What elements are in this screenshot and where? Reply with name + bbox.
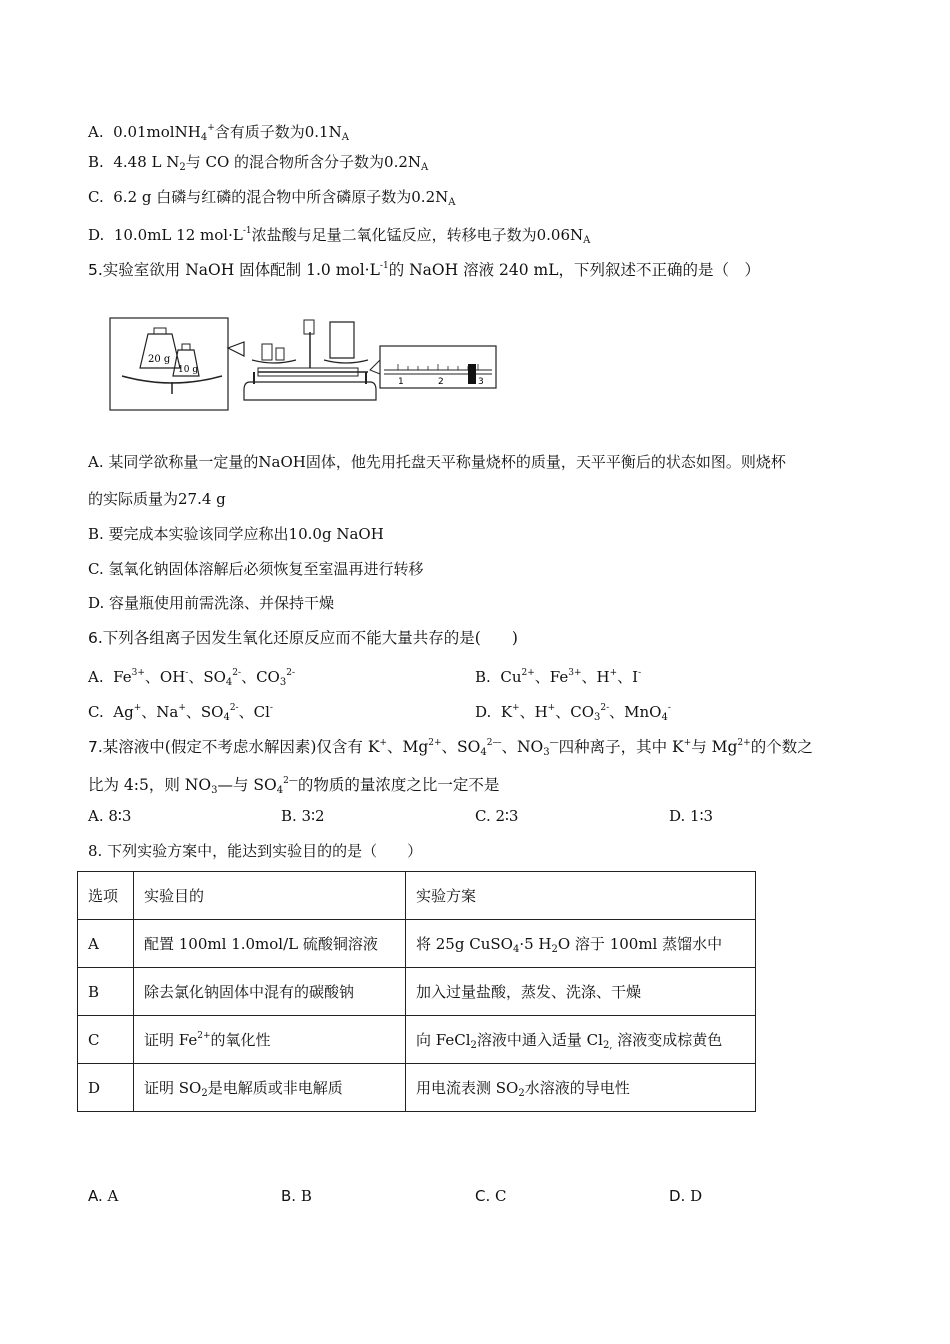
table-row: B 除去氯化钠固体中混有的碳酸钠 加入过量盐酸，蒸发、洗涤、干燥 bbox=[78, 968, 756, 1016]
balance-base bbox=[244, 382, 376, 400]
q8-answer-a: A. A bbox=[88, 1187, 119, 1205]
q7-option-c: C. 2∶3 bbox=[475, 807, 519, 825]
q6-option-a: A. $Fe^{3+}$、OH-、$SO_4^{2-}$、$CO_3^{2-}$ bbox=[88, 668, 296, 688]
q8-answer-d: D. D bbox=[669, 1187, 703, 1205]
q8-answer-b: B. B bbox=[281, 1187, 312, 1205]
q7-option-a: A. 8∶3 bbox=[88, 807, 132, 825]
table-row: D 证明 $SO_2$是电解质或非电解质 用电流表测 $SO_2$水溶液的导电性 bbox=[78, 1064, 756, 1112]
beaker-icon bbox=[330, 322, 354, 358]
q4-option-a: A. 0.01molNH$_4$+含有质子数为$0.1N_A$ bbox=[88, 123, 349, 143]
q7-stem-line1: 7.某溶液中(假定不考虑水解因素)仅含有 K+、$Mg^{2+}$、$SO_4^{2—}$、$NO_3^—$四种离子，其中 K+与 $Mg^{2+}$的个数之 bbox=[88, 738, 813, 758]
svg-text:1: 1 bbox=[398, 377, 404, 387]
header-plan: 实验方案 bbox=[406, 872, 756, 920]
weight-20g-label: 20 g bbox=[148, 354, 171, 365]
svg-text:3: 3 bbox=[478, 377, 484, 387]
table-row: C 证明 $Fe^{2+}$的氧化性 向 FeCl$_2$溶液中通入适量 $Cl_{2,}$ 溶液变成棕黄色 bbox=[78, 1016, 756, 1064]
rider-marker bbox=[468, 364, 476, 384]
q4-option-b: B. 4.48 L $N_2$与 CO 的混合物所含分子数为$0.2N_A$ bbox=[88, 153, 429, 173]
svg-text:2: 2 bbox=[438, 377, 444, 387]
svg-text:10 g: 10 g bbox=[178, 365, 199, 375]
q7-option-b: B. 3∶2 bbox=[281, 807, 325, 825]
q4-option-c: C. 6.2 g 白磷与红磷的混合物中所含磷原子数为$0.2N_A$ bbox=[88, 188, 456, 208]
q8-stem: 8. 下列实验方案中，能达到实验目的的是（ ） bbox=[88, 842, 423, 860]
q5-option-a-line1: A. 某同学欲称量一定量的NaOH固体，他先用托盘天平称量烧杯的质量，天平平衡后的状态如图。则烧杯 bbox=[88, 453, 786, 471]
table-row: A 配置 100ml 1.0mol/L 硫酸铜溶液 将 25g CuSO$_4$·5 $H_2O$ 溶于 100ml 蒸馏水中 bbox=[78, 920, 756, 968]
balance-pan bbox=[122, 376, 222, 383]
q6-option-b: B. $Cu^{2+}$、$Fe^{3+}$、H+、I- bbox=[475, 668, 642, 686]
header-aim: 实验目的 bbox=[134, 872, 406, 920]
header-option: 选项 bbox=[78, 872, 134, 920]
balance-figure bbox=[108, 312, 500, 412]
q7-option-d: D. 1∶3 bbox=[669, 807, 714, 825]
q5-stem: 5.实验室欲用 NaOH 固体配制 1.0 $mol\cdot L^{-1}$的 NaOH 溶液 240 mL，下列叙述不正确的是（ ） bbox=[88, 261, 760, 279]
q4-option-d: D. 10.0mL 12 $mol\cdot L^{-1}$浓盐酸与足量二氧化锰反应，转移电子数为$0.06N_A$ bbox=[88, 226, 591, 246]
q8-table bbox=[77, 871, 756, 1112]
q5-option-c: C. 氢氧化钠固体溶解后必须恢复至室温再进行转移 bbox=[88, 560, 424, 578]
q5-option-b: B. 要完成本实验该同学应称出10.0g NaOH bbox=[88, 525, 384, 543]
q5-option-d: D. 容量瓶使用前需洗涤、并保持干燥 bbox=[88, 594, 335, 612]
q6-stem: 6.下列各组离子因发生氧化还原反应而不能大量共存的是( ) bbox=[88, 629, 518, 647]
q8-answer-c: C. C bbox=[475, 1187, 507, 1205]
q6-option-c: C. Ag+、Na+、$SO_4^{2-}$、Cl- bbox=[88, 703, 273, 723]
table-header-row bbox=[78, 872, 756, 920]
q5-option-a-line2: 的实际质量为27.4 g bbox=[88, 490, 226, 508]
q6-option-d: D. K+、H+、$CO_3^{2-}$、MnO$_4$- bbox=[475, 703, 671, 723]
q7-stem-line2: 比为 4:5，则 $NO_3—$与 $SO_4^{2—}$的物质的量浓度之比一定不是 bbox=[88, 776, 500, 796]
